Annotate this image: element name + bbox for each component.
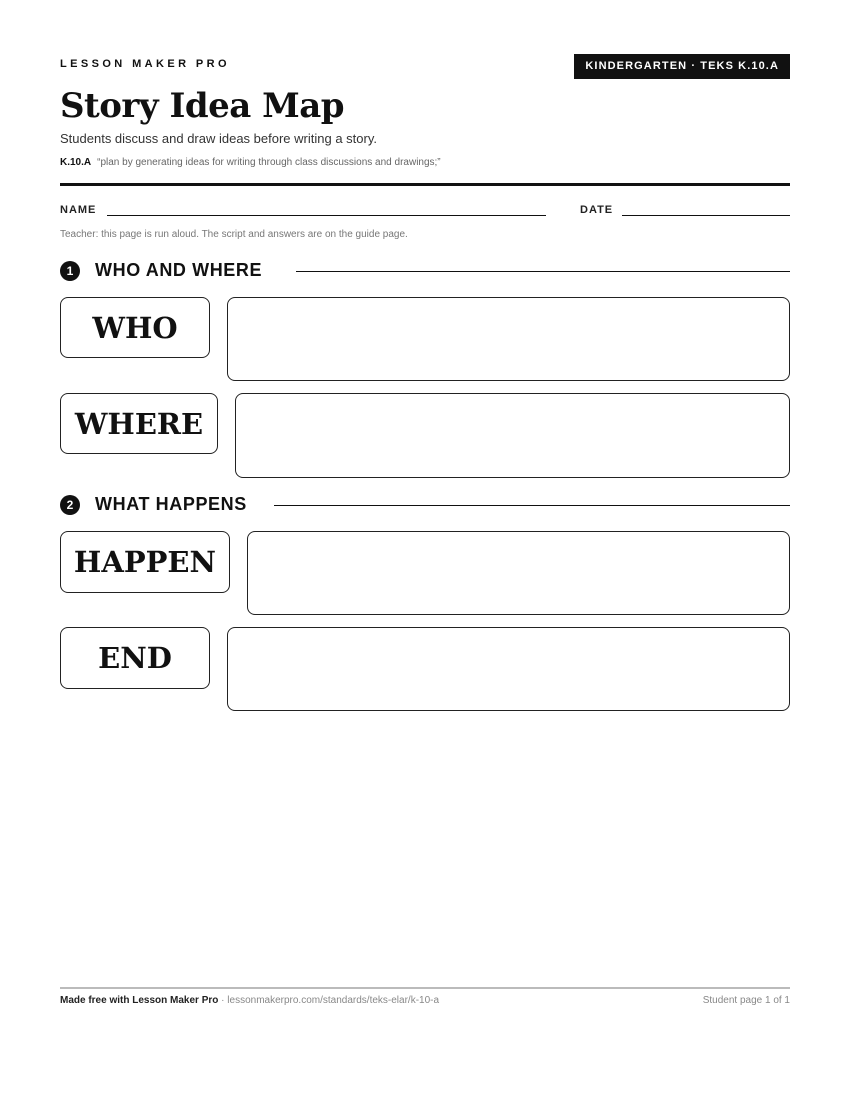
date-label: DATE (580, 204, 614, 216)
footer-credit (60, 995, 439, 1006)
header-divider (60, 183, 790, 186)
standard-line (60, 157, 441, 168)
name-field[interactable] (107, 215, 546, 216)
section-number-badge: 1 (60, 261, 80, 281)
label-end: END (60, 627, 210, 689)
footer-url[interactable]: lessonmakerpro.com/standards/teks-elar/k-10-a (227, 995, 440, 1006)
teacher-note: Teacher: this page is run aloud. The script and answers are on the guide page. (60, 229, 408, 240)
section-title: WHO AND WHERE (95, 260, 263, 280)
footer-divider (60, 987, 790, 989)
answer-box-where[interactable] (235, 393, 790, 478)
footer-made-with: Made free with Lesson Maker Pro (60, 995, 219, 1006)
section-title: WHAT HAPPENS (95, 494, 247, 514)
name-date-row (60, 204, 790, 220)
section-number-badge: 2 (60, 495, 80, 515)
label-who: WHO (60, 297, 210, 358)
brand-name: LESSON MAKER PRO (60, 58, 230, 70)
standard-code: K.10.A (60, 157, 92, 168)
section-rule (296, 271, 790, 272)
worksheet-page (60, 0, 790, 1100)
answer-box-happen[interactable] (247, 531, 790, 615)
date-field[interactable] (622, 215, 790, 216)
page-title: Story Idea Map (60, 86, 345, 126)
section-what-happens (60, 493, 790, 517)
label-where: WHERE (60, 393, 218, 454)
section-rule (274, 505, 790, 506)
name-label: NAME (60, 204, 97, 216)
standard-text: “plan by generating ideas for writing through class discussions and drawings;” (97, 157, 441, 168)
footer-separator: · (218, 995, 228, 1006)
answer-box-end[interactable] (227, 627, 790, 711)
footer-page-label: Student page 1 of 1 (702, 995, 790, 1006)
answer-box-who[interactable] (227, 297, 790, 381)
section-who-and-where (60, 259, 790, 283)
grade-badge: KINDERGARTEN · TEKS K.10.A (574, 54, 790, 79)
label-happen: HAPPEN (60, 531, 230, 593)
page-subtitle: Students discuss and draw ideas before writing a story. (60, 131, 377, 146)
